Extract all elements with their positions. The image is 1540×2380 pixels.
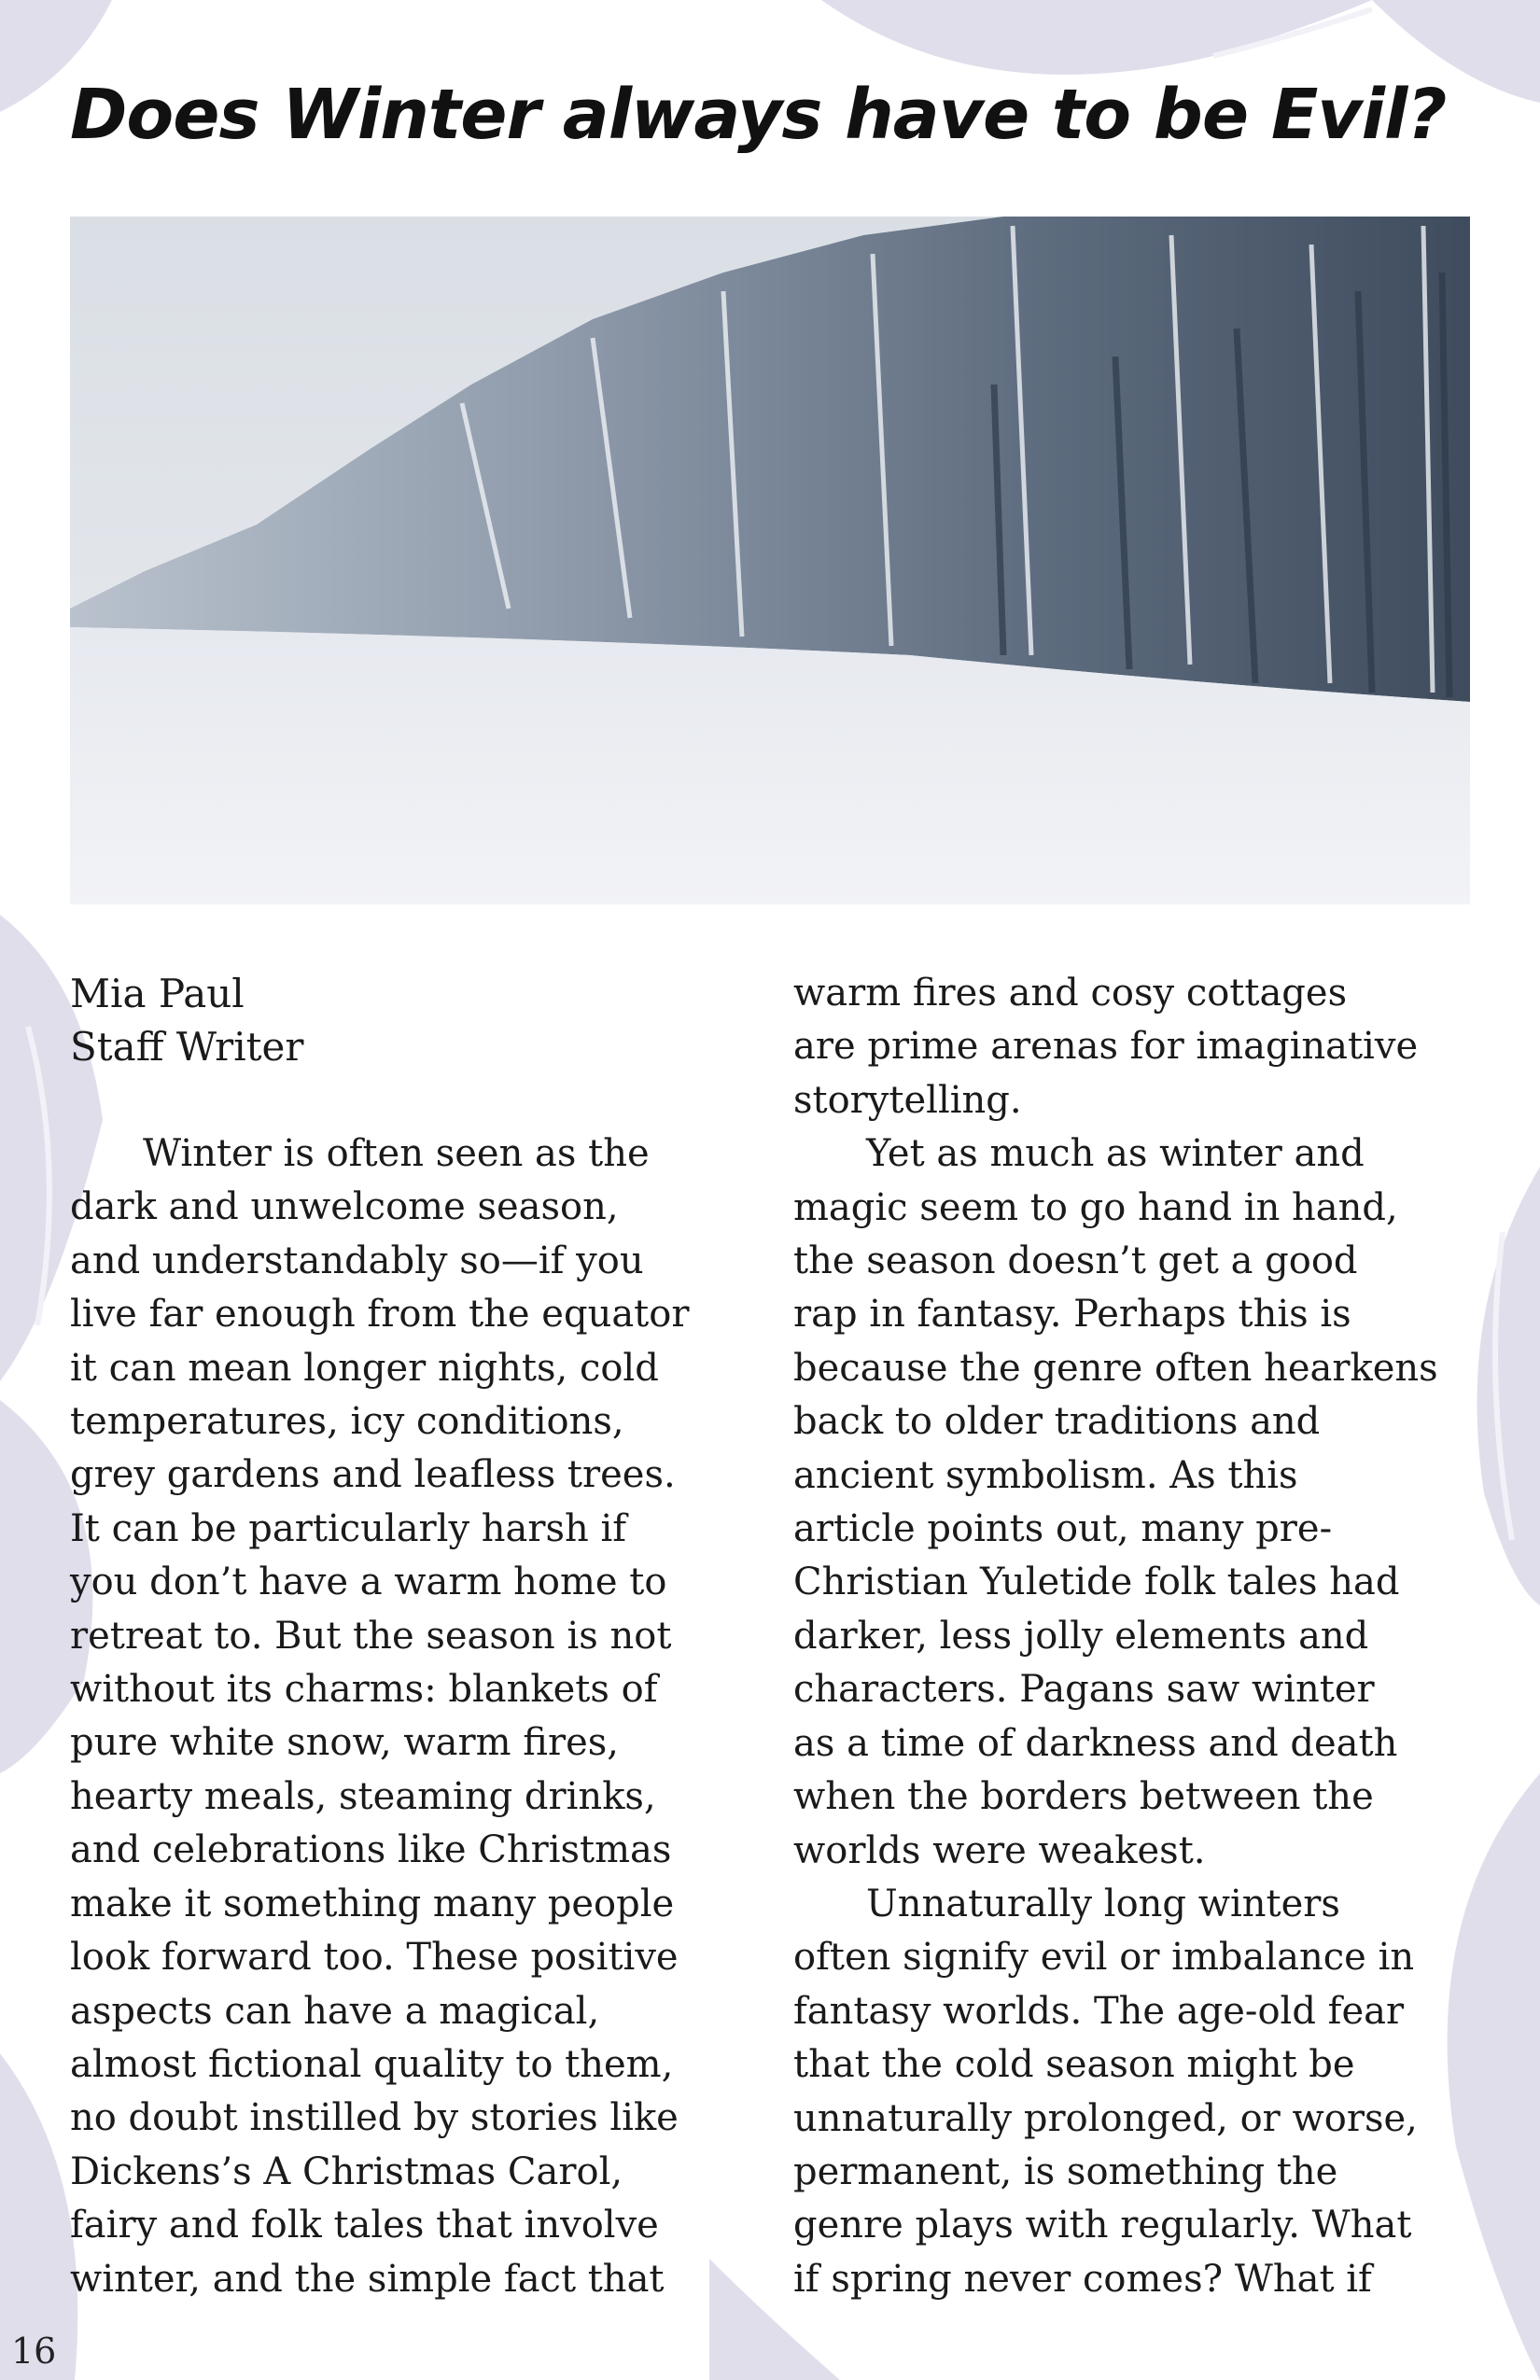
winter-forest-photo: [70, 217, 1470, 904]
article-column-right: [793, 967, 1531, 2306]
text-line: because the genre often hearkens: [793, 1346, 1438, 1390]
text-line: are prime arenas for imaginative: [793, 1025, 1419, 1069]
page-title: Does Winter always have to be Evil?: [70, 75, 1447, 155]
text-line: if spring never comes? What if: [793, 2257, 1372, 2301]
text-line: worlds were weakest.: [793, 1828, 1206, 1872]
text-line: Yet as much as winter and: [866, 1132, 1365, 1176]
text-line: storytelling.: [793, 1078, 1022, 1122]
text-line: Unnaturally long winters: [866, 1882, 1340, 1925]
text-line: often signify evil or imbalance in: [793, 1936, 1415, 1980]
text-line: look forward too. These positive: [70, 1936, 679, 1980]
text-line: aspects can have a magical,: [70, 1989, 600, 2033]
text-line: fantasy worlds. The age-old fear: [793, 1989, 1405, 2033]
text-line: without its charms: blankets of: [70, 1668, 658, 1712]
text-line: article points out, many pre-: [793, 1507, 1333, 1551]
text-line: warm fires and cosy cottages: [793, 972, 1348, 1015]
text-line: winter, and the simple fact that: [70, 2257, 665, 2301]
text-line: magic seem to go hand in hand,: [793, 1185, 1398, 1229]
text-line: pure white snow, warm fires,: [70, 1721, 619, 1765]
text-line: almost fictional quality to them,: [70, 2042, 674, 2086]
text-line: fairy and folk tales that involve: [70, 2204, 659, 2247]
text-line: and understandably so—if you: [70, 1239, 644, 1282]
text-line: temperatures, icy conditions,: [70, 1400, 624, 1444]
text-line: that the cold season might be: [793, 2043, 1355, 2087]
text-line: grey gardens and leafless trees.: [70, 1453, 676, 1497]
text-line: It can be particularly harsh if: [70, 1506, 627, 1550]
text-line: retreat to. But the season is not: [70, 1614, 672, 1658]
text-line: back to older traditions and: [793, 1400, 1321, 1444]
text-line: darker, less jolly elements and: [793, 1614, 1369, 1658]
text-line: you don’t have a warm home to: [70, 1561, 667, 1604]
text-line: it can mean longer nights, cold: [70, 1346, 659, 1390]
text-line: no doubt instilled by stories like: [70, 2096, 679, 2140]
text-line: when the borders between the: [793, 1775, 1374, 1819]
author-name: Mia Paul: [70, 971, 245, 1016]
text-line: Dickens’s A Christmas Carol,: [70, 2149, 623, 2193]
text-line: Christian Yuletide folk tales had: [793, 1561, 1400, 1604]
text-line: live far enough from the equator: [70, 1293, 690, 1337]
text-line: make it something many people: [70, 1882, 675, 1925]
article-column-left: [70, 1127, 807, 2306]
text-line: Winter is often seen as the: [143, 1132, 650, 1175]
text-line: characters. Pagans saw winter: [793, 1668, 1375, 1712]
text-line: rap in fantasy. Perhaps this is: [793, 1293, 1351, 1337]
text-line: as a time of darkness and death: [793, 1721, 1398, 1765]
text-line: genre plays with regularly. What: [793, 2204, 1412, 2247]
text-line: ancient symbolism. As this: [793, 1453, 1298, 1497]
author-role: Staff Writer: [70, 1024, 304, 1070]
text-line: unnaturally prolonged, or worse,: [793, 2096, 1418, 2140]
byline: [70, 967, 761, 1073]
text-line: and celebrations like Christmas: [70, 1828, 672, 1872]
text-line: permanent, is something the: [793, 2149, 1338, 2193]
text-line: the season doesn’t get a good: [793, 1239, 1358, 1283]
text-line: hearty meals, steaming drinks,: [70, 1774, 656, 1818]
text-line: dark and unwelcome season,: [70, 1185, 619, 1229]
page-number: 16: [11, 2331, 57, 2372]
